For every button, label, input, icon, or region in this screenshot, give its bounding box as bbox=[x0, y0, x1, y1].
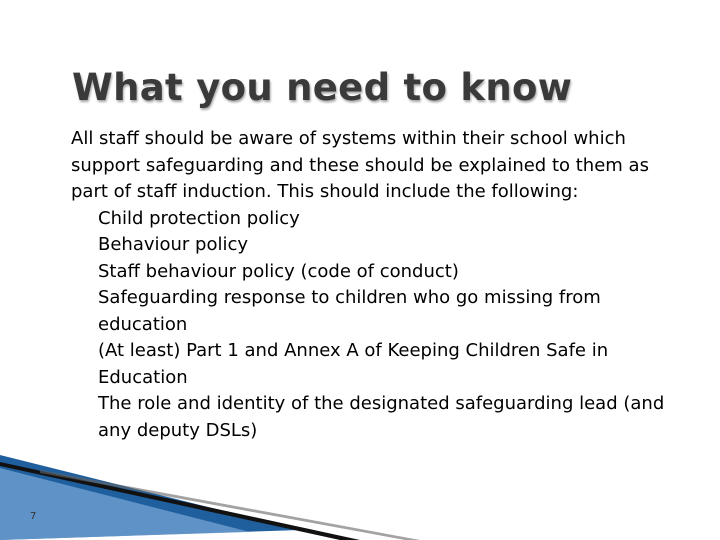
list-item-text: Behaviour policy bbox=[98, 234, 249, 255]
slide-title: What you need to know bbox=[72, 66, 573, 109]
intro-paragraph: All staff should be aware of systems within their school which support safeguarding and these should be explained to them as part of staff induction. This should include the following: bbox=[71, 128, 649, 202]
bullet-list bbox=[71, 206, 671, 445]
list-item-text: (At least) Part 1 and Annex A of Keeping Children Safe in Education bbox=[98, 340, 609, 388]
list-item-text: The role and identity of the designated safeguarding lead (and any deputy DSLs) bbox=[98, 393, 665, 441]
list-item-text: Staff behaviour policy (code of conduct) bbox=[98, 260, 459, 282]
slide-body bbox=[71, 126, 671, 444]
list-item bbox=[71, 391, 671, 444]
list-item bbox=[71, 338, 671, 391]
list-item bbox=[71, 232, 671, 259]
list-item bbox=[71, 259, 671, 286]
list-item bbox=[71, 285, 671, 338]
list-item bbox=[71, 206, 671, 233]
corner-decoration bbox=[0, 440, 720, 540]
list-item-text: Child protection policy bbox=[98, 207, 300, 229]
list-item-text: Safeguarding response to children who go missing from education bbox=[98, 287, 601, 335]
page-number: 7 bbox=[30, 511, 37, 522]
